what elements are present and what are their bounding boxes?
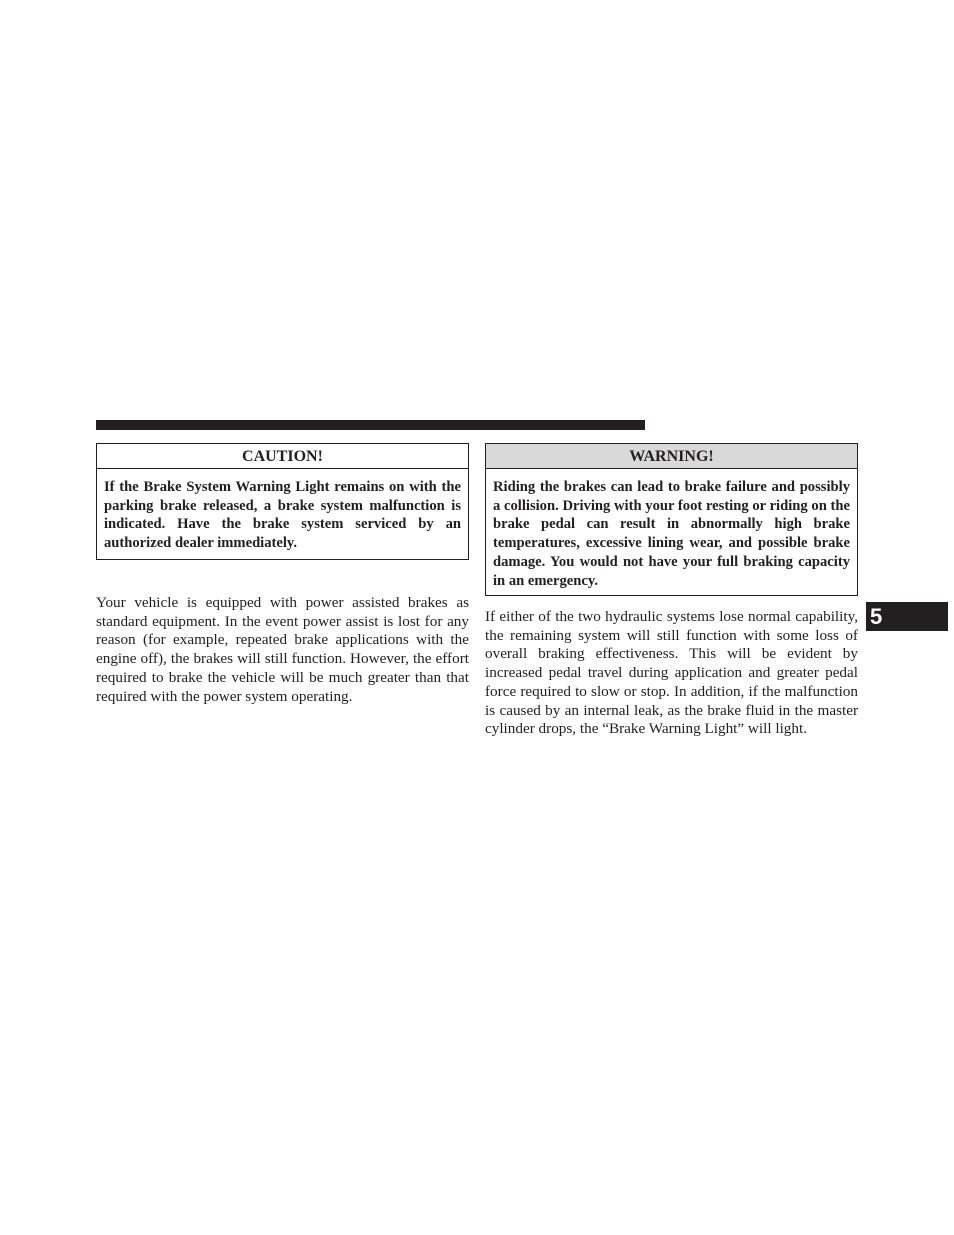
hydraulic-systems-paragraph: If either of the two hydraulic systems lose normal capability, the remaining system will still function with some loss of overall braking effectiveness. This will be evident by increased pedal travel during application and greater pedal force required to slow or stop. In addition, if the malfunction is caused by an internal leak, as the brake fluid in the master cylinder drops, the “Brake Warning Light” will light. bbox=[485, 608, 858, 738]
caution-text: If the Brake System Warning Light remains on with the parking brake released, a brake system malfunction is indicated. Have the brake system serviced by an authorized dealer immediately. bbox=[104, 479, 461, 552]
warning-box bbox=[485, 443, 858, 596]
warning-title: WARNING! bbox=[486, 444, 857, 469]
caution-title: CAUTION! bbox=[97, 444, 468, 469]
caution-box bbox=[96, 443, 469, 560]
warning-text: Riding the brakes can lead to brake failure and possibly a collision. Driving with your foot resting or riding on the brake pedal can result in abnormally high brake temperatures, excessive lining wear, and possible brake damage. You would not have your full braking capacity in an emergency. bbox=[493, 479, 850, 589]
power-brakes-paragraph: Your vehicle is equipped with power assisted brakes as standard equipment. In the event power assist is lost for any reason (for example, repeated brake applications with the engine off), the brakes will still function. However, the effort required to brake the vehicle will be much greater than that required with the power system operating. bbox=[96, 594, 469, 705]
chapter-tab: 5 bbox=[866, 602, 948, 631]
section-rule bbox=[96, 420, 645, 430]
